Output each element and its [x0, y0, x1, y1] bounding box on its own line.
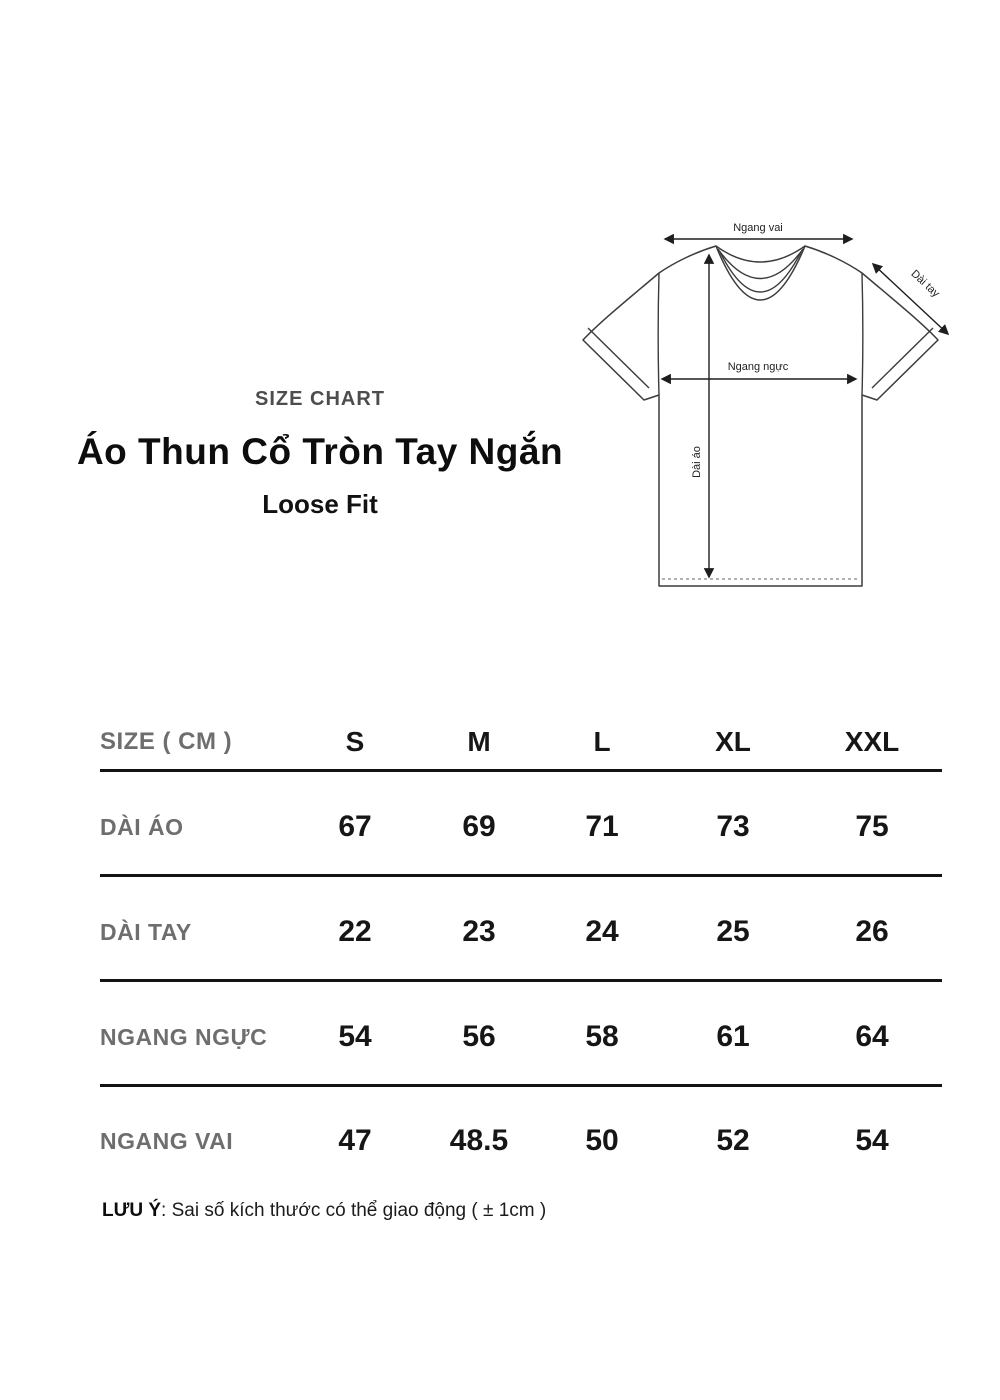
- tshirt-diagram-svg: [570, 200, 970, 620]
- table-row-ngang-vai: [100, 1087, 942, 1187]
- cell-value: 69: [462, 810, 496, 843]
- cell-value: 56: [462, 1020, 496, 1053]
- cell-value: 52: [716, 1124, 750, 1157]
- cell-value: 54: [855, 1124, 889, 1157]
- sleeve-length-label: Dài tay: [908, 267, 942, 300]
- cell-value: 73: [716, 810, 750, 843]
- body-length-label: Dài áo: [691, 446, 703, 478]
- tshirt-outline: [583, 246, 938, 586]
- tolerance-note: [102, 1200, 546, 1222]
- cell-value: 25: [716, 915, 750, 948]
- cell-value: 47: [338, 1124, 372, 1157]
- note-label: LƯU Ý: [102, 1200, 162, 1221]
- cell-value: 61: [716, 1020, 750, 1053]
- row-label: DÀI TAY: [100, 918, 192, 945]
- tshirt-measurement-diagram: [570, 200, 970, 620]
- cell-value: 71: [585, 810, 619, 843]
- collar-rib-1: [716, 246, 805, 262]
- size-table-header-row: [100, 714, 942, 772]
- size-col-l: L: [593, 725, 611, 757]
- table-row-dai-tay: [100, 877, 942, 982]
- cell-value: 58: [585, 1020, 619, 1053]
- collar-rib-2: [718, 249, 803, 279]
- table-row-dai-ao: [100, 772, 942, 877]
- size-col-m: M: [467, 725, 491, 757]
- chest-width-label: Ngang ngực: [727, 361, 789, 373]
- cell-value: 54: [338, 1020, 372, 1053]
- row-label: DÀI ÁO: [100, 813, 184, 840]
- fit-subtitle: Loose Fit: [262, 489, 378, 519]
- cell-value: 24: [585, 915, 619, 948]
- cell-value: 50: [585, 1124, 619, 1157]
- table-row-ngang-nguc: [100, 982, 942, 1087]
- cell-value: 23: [462, 915, 496, 948]
- shoulder-width-label: Ngang vai: [733, 222, 783, 234]
- page-title: Áo Thun Cổ Tròn Tay Ngắn: [76, 431, 564, 472]
- cell-value: 48.5: [449, 1124, 509, 1157]
- size-unit-label: SIZE ( CM ): [100, 727, 233, 755]
- note-text: : Sai số kích thước có thể giao động ( ± 1cm ): [161, 1200, 547, 1221]
- cell-value: 75: [855, 810, 889, 843]
- header-block: [60, 388, 580, 520]
- size-col-s: S: [345, 725, 365, 757]
- size-col-xxl: XXL: [844, 725, 900, 757]
- eyebrow-label: SIZE CHART: [255, 388, 385, 410]
- cell-value: 26: [855, 915, 889, 948]
- size-table: [100, 714, 942, 1187]
- cell-value: 67: [338, 810, 372, 843]
- size-col-xl: XL: [715, 725, 751, 757]
- row-label: NGANG NGỰC: [100, 1023, 268, 1050]
- row-label: NGANG VAI: [100, 1127, 234, 1154]
- cell-value: 64: [855, 1020, 889, 1053]
- cell-value: 22: [338, 915, 372, 948]
